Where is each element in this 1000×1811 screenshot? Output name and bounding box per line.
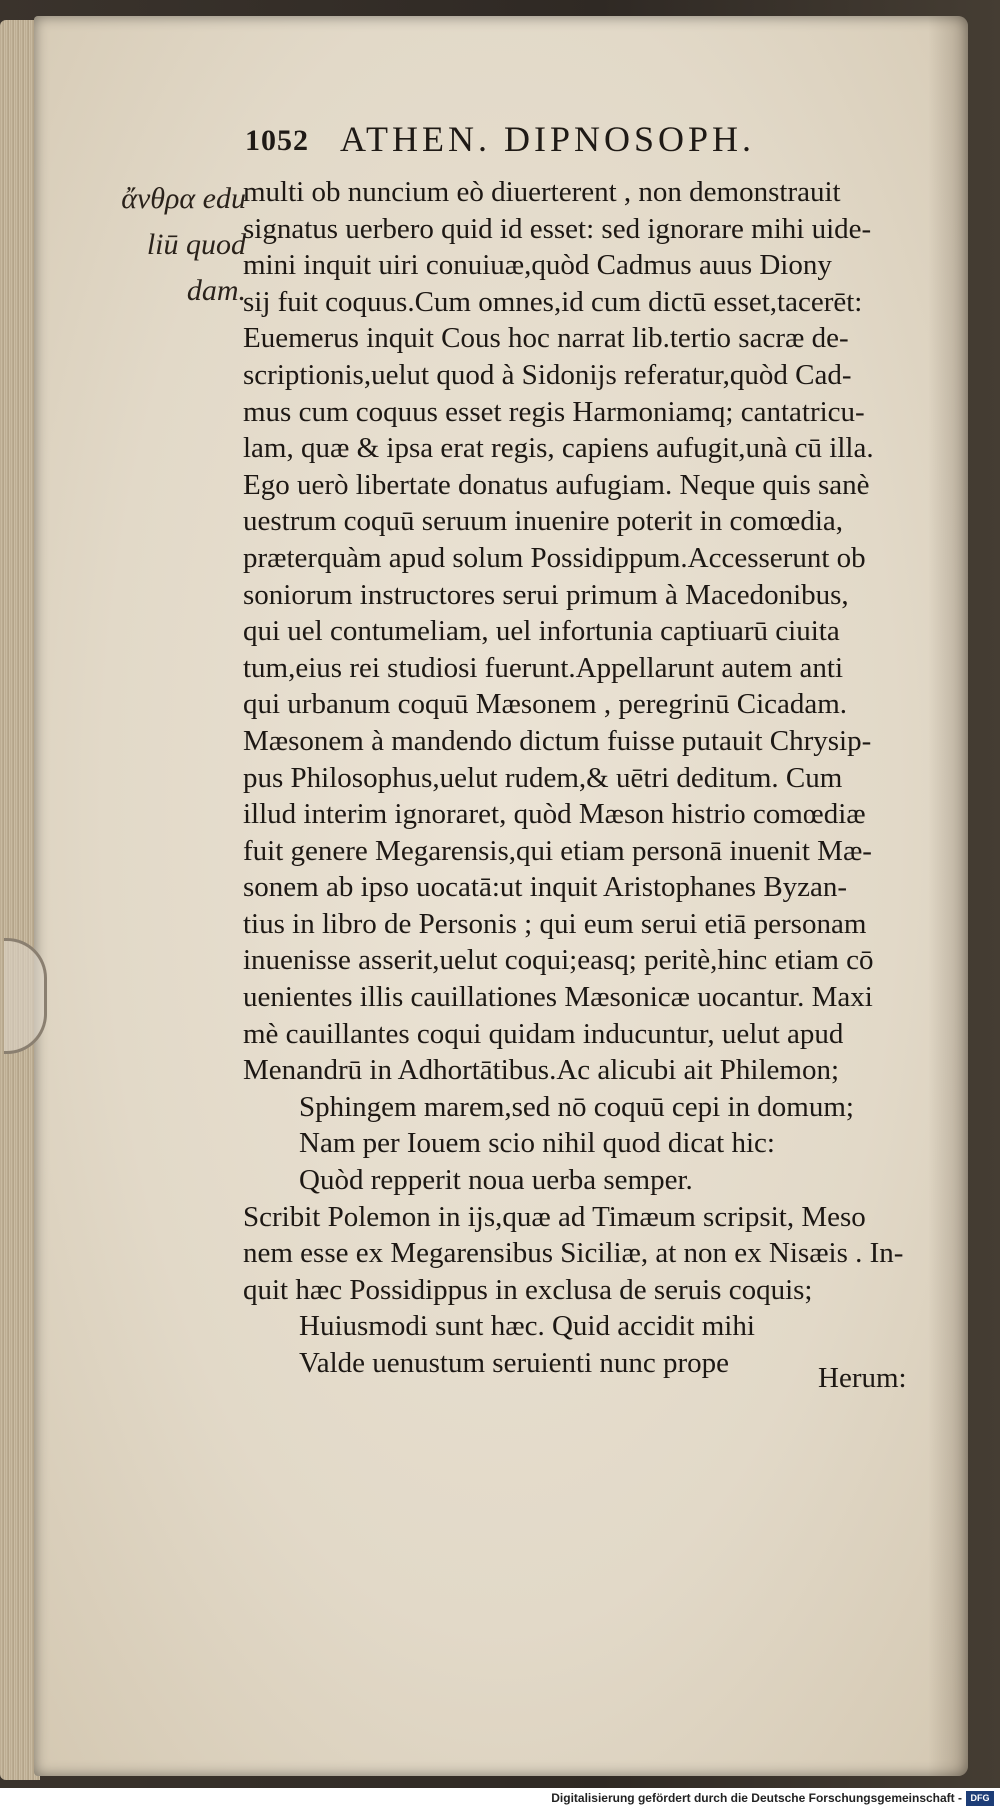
main-text: [243, 174, 943, 1382]
verse-line: Valde uenustum seruienti nunc prope: [299, 1347, 730, 1379]
text-line: uenientes illis cauillationes Mæsonicæ uocantur. Maxi: [243, 981, 873, 1014]
catchword: Herum:: [818, 1362, 907, 1394]
text-line: pus Philosophus,uelut rudem,& uētri deditum. Cum: [243, 761, 843, 794]
text-line: illud interim ignoraret, quòd Mæson histrio comœdiæ: [243, 798, 866, 831]
text-line: sij fuit coquus.Cum omnes,id cum dictū esset,tacerēt:: [243, 285, 863, 318]
running-title: ATHEN. DIPNOSOPH.: [340, 119, 756, 159]
text-line: mus cum coquus esset regis Harmoniamq; cantatricu-: [243, 395, 865, 428]
text-line: signatus uerbero quid id esset: sed ignorare mihi uide-: [243, 212, 872, 245]
text-line: tum,eius rei studiosi fuerunt.Appellarunt autem anti: [243, 651, 844, 684]
text-line: uestrum coquū seruum inuenire poterit in comœdia,: [243, 505, 843, 538]
verse-line: Quòd repperit noua uerba semper.: [299, 1164, 693, 1197]
text-line: lam, quæ & ipsa erat regis, capiens aufugit,unà cū illa.: [243, 432, 874, 465]
page-number: 1052: [245, 124, 309, 157]
text-line: multi ob nuncium eò diuerterent , non demonstrauit: [243, 176, 841, 208]
dfg-logo: DFG: [966, 1791, 994, 1806]
margin-annotation-line: dam.: [186, 274, 246, 307]
text-line: Scribit Polemon in ijs,quæ ad Timæum scripsit, Meso: [243, 1200, 866, 1233]
footer-bar: [0, 1788, 1000, 1811]
text-line: qui uel contumeliam, uel infortunia captiuarū ciuita: [243, 615, 840, 648]
text-line: sonem ab ipso uocatā:ut inquit Aristophanes Byzan-: [243, 871, 848, 904]
text-line: soniorum instructores serui primum à Macedonibus,: [243, 578, 849, 611]
footer-credit: Digitalisierung gefördert durch die Deutsche Forschungsgemeinschaft -: [551, 1791, 962, 1805]
margin-annotation-line: ἄνθρα edu: [121, 182, 246, 215]
margin-annotation: [118, 176, 246, 314]
text-line: inuenisse asserit,uelut coqui;easq; peritè,hinc etiam cō: [243, 944, 874, 977]
text-line: Menandrū in Adhortātibus.Ac alicubi ait Philemon;: [243, 1054, 840, 1087]
text-line: tius in libro de Personis ; qui eum serui etiā personam: [243, 907, 867, 940]
text-line: fuit genere Megarensis,qui etiam personā inuenit Mæ-: [243, 834, 872, 867]
verse-line: Huiusmodi sunt hæc. Quid accidit mihi: [299, 1310, 755, 1343]
text-line: mini inquit uiri conuiuæ,quòd Cadmus auus Diony: [243, 249, 832, 282]
text-line: Euemerus inquit Cous hoc narrat lib.tertio sacræ de-: [243, 322, 849, 355]
text-line: quit hæc Possidippus in exclusa de seruis coquis;: [243, 1273, 813, 1306]
text-line: Mӕsonem à mandendo dictum fuisse putauit Chrysip-: [243, 724, 872, 757]
text-line: Ego uerò libertate donatus aufugiam. Neque quis sanè: [243, 468, 870, 501]
text-line: qui urbanum coquū Mæsonem , peregrinū Cicadam.: [243, 688, 848, 721]
verse-line: Sphingem marem,sed nō coquū cepi in domum;: [299, 1090, 854, 1123]
text-line: prӕterquàm apud solum Possidippum.Accesserunt ob: [243, 541, 866, 574]
text-line: nem esse ex Megarensibus Siciliæ, at non ex Nisæis . In-: [243, 1237, 904, 1270]
margin-annotation-line: liū quod: [146, 228, 246, 261]
verse-line: Nam per Iouem scio nihil quod dicat hic:: [299, 1127, 775, 1160]
page-header: [245, 118, 885, 168]
text-line: mè cauillantes coqui quidam inducuntur, uelut apud: [243, 1017, 844, 1050]
text-line: scriptionis,uelut quod à Sidonijs referatur,quòd Cad-: [243, 358, 852, 391]
